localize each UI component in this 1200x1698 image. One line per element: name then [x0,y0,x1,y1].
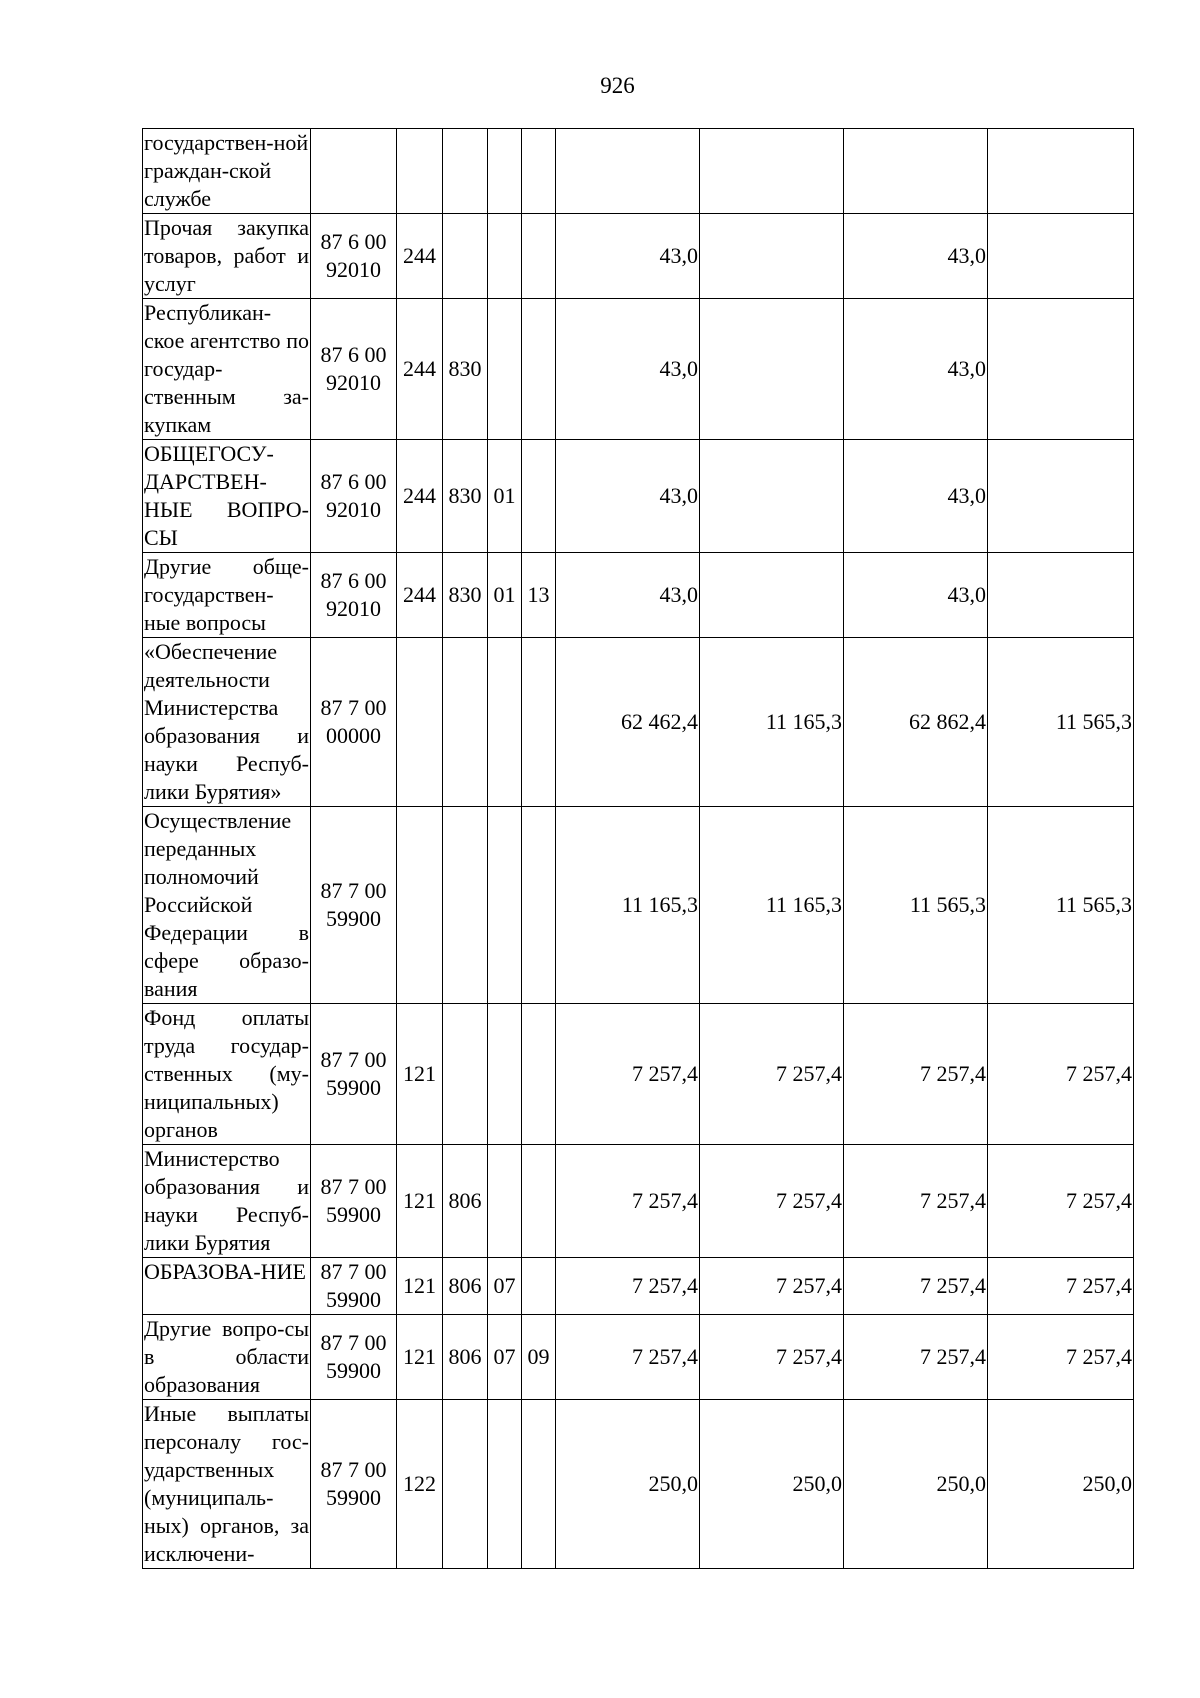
cell-sum-4: 7 257,4 [988,1258,1134,1315]
cell-name: Иные выплаты персоналу гос-ударственных (муниципаль-ных) органов, за исключени- [143,1400,311,1569]
cell-sum-1: 43,0 [556,299,700,440]
cell-expense-type: 121 [397,1258,443,1315]
cell-name: государствен-ной граждан-ской службе [143,129,311,214]
cell-target-code: 87 6 00 92010 [311,553,397,638]
table-row [143,1258,1134,1315]
cell-target-code: 87 7 00 59900 [311,807,397,1004]
cell-sum-1 [556,129,700,214]
cell-name: Фонд оплаты труда государ-ственных (му-ниципальных) органов [143,1004,311,1145]
cell-sum-3: 7 257,4 [844,1315,988,1400]
cell-section [488,807,522,1004]
cell-ministry-code [443,1400,488,1569]
table-row [143,129,1134,214]
cell-subsection: 09 [522,1315,556,1400]
cell-name: Другие вопро-сы в области образования [143,1315,311,1400]
cell-sum-2: 11 165,3 [700,638,844,807]
cell-ministry-code [443,214,488,299]
cell-name: Другие обще-государствен-ные вопросы [143,553,311,638]
table-row [143,638,1134,807]
cell-subsection [522,129,556,214]
cell-expense-type [397,638,443,807]
cell-subsection [522,1400,556,1569]
cell-target-code: 87 7 00 59900 [311,1004,397,1145]
cell-sum-3: 7 257,4 [844,1145,988,1258]
table-row [143,299,1134,440]
cell-section [488,1145,522,1258]
cell-sum-2 [700,299,844,440]
cell-sum-2 [700,129,844,214]
table-row [143,1315,1134,1400]
cell-sum-4: 11 565,3 [988,638,1134,807]
cell-sum-4: 250,0 [988,1400,1134,1569]
cell-sum-2 [700,440,844,553]
cell-sum-1: 7 257,4 [556,1145,700,1258]
cell-sum-3: 43,0 [844,553,988,638]
table-row [143,1145,1134,1258]
cell-sum-1: 43,0 [556,440,700,553]
cell-subsection [522,807,556,1004]
cell-sum-1: 11 165,3 [556,807,700,1004]
cell-sum-3: 7 257,4 [844,1004,988,1145]
cell-sum-3: 250,0 [844,1400,988,1569]
cell-sum-1: 43,0 [556,553,700,638]
cell-sum-4 [988,214,1134,299]
table-row [143,553,1134,638]
cell-sum-4: 7 257,4 [988,1315,1134,1400]
cell-section [488,1004,522,1145]
cell-sum-3: 43,0 [844,440,988,553]
cell-expense-type: 121 [397,1315,443,1400]
cell-sum-1: 250,0 [556,1400,700,1569]
cell-sum-2: 11 165,3 [700,807,844,1004]
cell-target-code: 87 7 00 59900 [311,1145,397,1258]
cell-expense-type [397,129,443,214]
cell-sum-3: 43,0 [844,214,988,299]
cell-section: 07 [488,1258,522,1315]
cell-sum-1: 62 462,4 [556,638,700,807]
cell-name: Республикан-ское агентство по государ-ственным за-купкам [143,299,311,440]
cell-name: ОБРАЗОВА-НИЕ [143,1258,311,1315]
cell-sum-4: 7 257,4 [988,1145,1134,1258]
cell-ministry-code [443,638,488,807]
cell-subsection [522,638,556,807]
cell-target-code: 87 7 00 59900 [311,1315,397,1400]
cell-sum-4: 11 565,3 [988,807,1134,1004]
cell-sum-1: 43,0 [556,214,700,299]
cell-section [488,638,522,807]
cell-sum-4 [988,129,1134,214]
cell-sum-1: 7 257,4 [556,1258,700,1315]
table-row [143,1400,1134,1569]
cell-target-code: 87 7 00 59900 [311,1258,397,1315]
cell-ministry-code [443,807,488,1004]
cell-sum-2: 7 257,4 [700,1145,844,1258]
page-number: 926 [600,73,635,98]
cell-name: Прочая закупка товаров, работ и услуг [143,214,311,299]
cell-sum-4 [988,299,1134,440]
cell-sum-2: 7 257,4 [700,1315,844,1400]
cell-name: ОБЩЕГОСУ-ДАРСТВЕН-НЫЕ ВОПРО-СЫ [143,440,311,553]
table-row [143,1004,1134,1145]
cell-sum-2 [700,214,844,299]
cell-target-code: 87 6 00 92010 [311,299,397,440]
cell-sum-2 [700,553,844,638]
cell-sum-3: 43,0 [844,299,988,440]
cell-sum-4 [988,553,1134,638]
cell-sum-2: 7 257,4 [700,1004,844,1145]
table-row [143,440,1134,553]
cell-section [488,214,522,299]
cell-target-code: 87 6 00 92010 [311,440,397,553]
cell-sum-4: 7 257,4 [988,1004,1134,1145]
cell-ministry-code: 830 [443,440,488,553]
cell-subsection [522,440,556,553]
cell-subsection [522,1258,556,1315]
cell-section [488,1400,522,1569]
cell-subsection [522,1004,556,1145]
table-row [143,214,1134,299]
cell-target-code [311,129,397,214]
cell-sum-3: 7 257,4 [844,1258,988,1315]
cell-expense-type: 244 [397,553,443,638]
cell-expense-type: 244 [397,299,443,440]
cell-subsection: 13 [522,553,556,638]
cell-section [488,299,522,440]
cell-section: 01 [488,553,522,638]
cell-expense-type: 122 [397,1400,443,1569]
cell-ministry-code: 830 [443,553,488,638]
cell-name: «Обеспечение деятельности Министерства образования и науки Респуб-лики Бурятия» [143,638,311,807]
budget-table [142,128,1134,1569]
cell-expense-type: 121 [397,1004,443,1145]
cell-target-code: 87 6 00 92010 [311,214,397,299]
cell-ministry-code: 806 [443,1315,488,1400]
cell-ministry-code: 806 [443,1258,488,1315]
cell-target-code: 87 7 00 59900 [311,1400,397,1569]
cell-sum-3: 11 565,3 [844,807,988,1004]
cell-expense-type: 121 [397,1145,443,1258]
cell-ministry-code [443,129,488,214]
cell-sum-1: 7 257,4 [556,1315,700,1400]
table-body [143,129,1134,1569]
cell-name: Министерство образования и науки Респуб-лики Бурятия [143,1145,311,1258]
cell-expense-type: 244 [397,440,443,553]
cell-ministry-code: 830 [443,299,488,440]
cell-section [488,129,522,214]
cell-subsection [522,1145,556,1258]
table-row [143,807,1134,1004]
cell-name: Осуществление переданных полномочий Российской Федерации в сфере образо-вания [143,807,311,1004]
cell-sum-2: 7 257,4 [700,1258,844,1315]
cell-sum-3: 62 862,4 [844,638,988,807]
cell-sum-2: 250,0 [700,1400,844,1569]
cell-sum-4 [988,440,1134,553]
cell-section: 07 [488,1315,522,1400]
cell-expense-type: 244 [397,214,443,299]
cell-subsection [522,299,556,440]
cell-target-code: 87 7 00 00000 [311,638,397,807]
cell-section: 01 [488,440,522,553]
cell-subsection [522,214,556,299]
cell-ministry-code: 806 [443,1145,488,1258]
cell-ministry-code [443,1004,488,1145]
cell-sum-3 [844,129,988,214]
cell-sum-1: 7 257,4 [556,1004,700,1145]
cell-expense-type [397,807,443,1004]
